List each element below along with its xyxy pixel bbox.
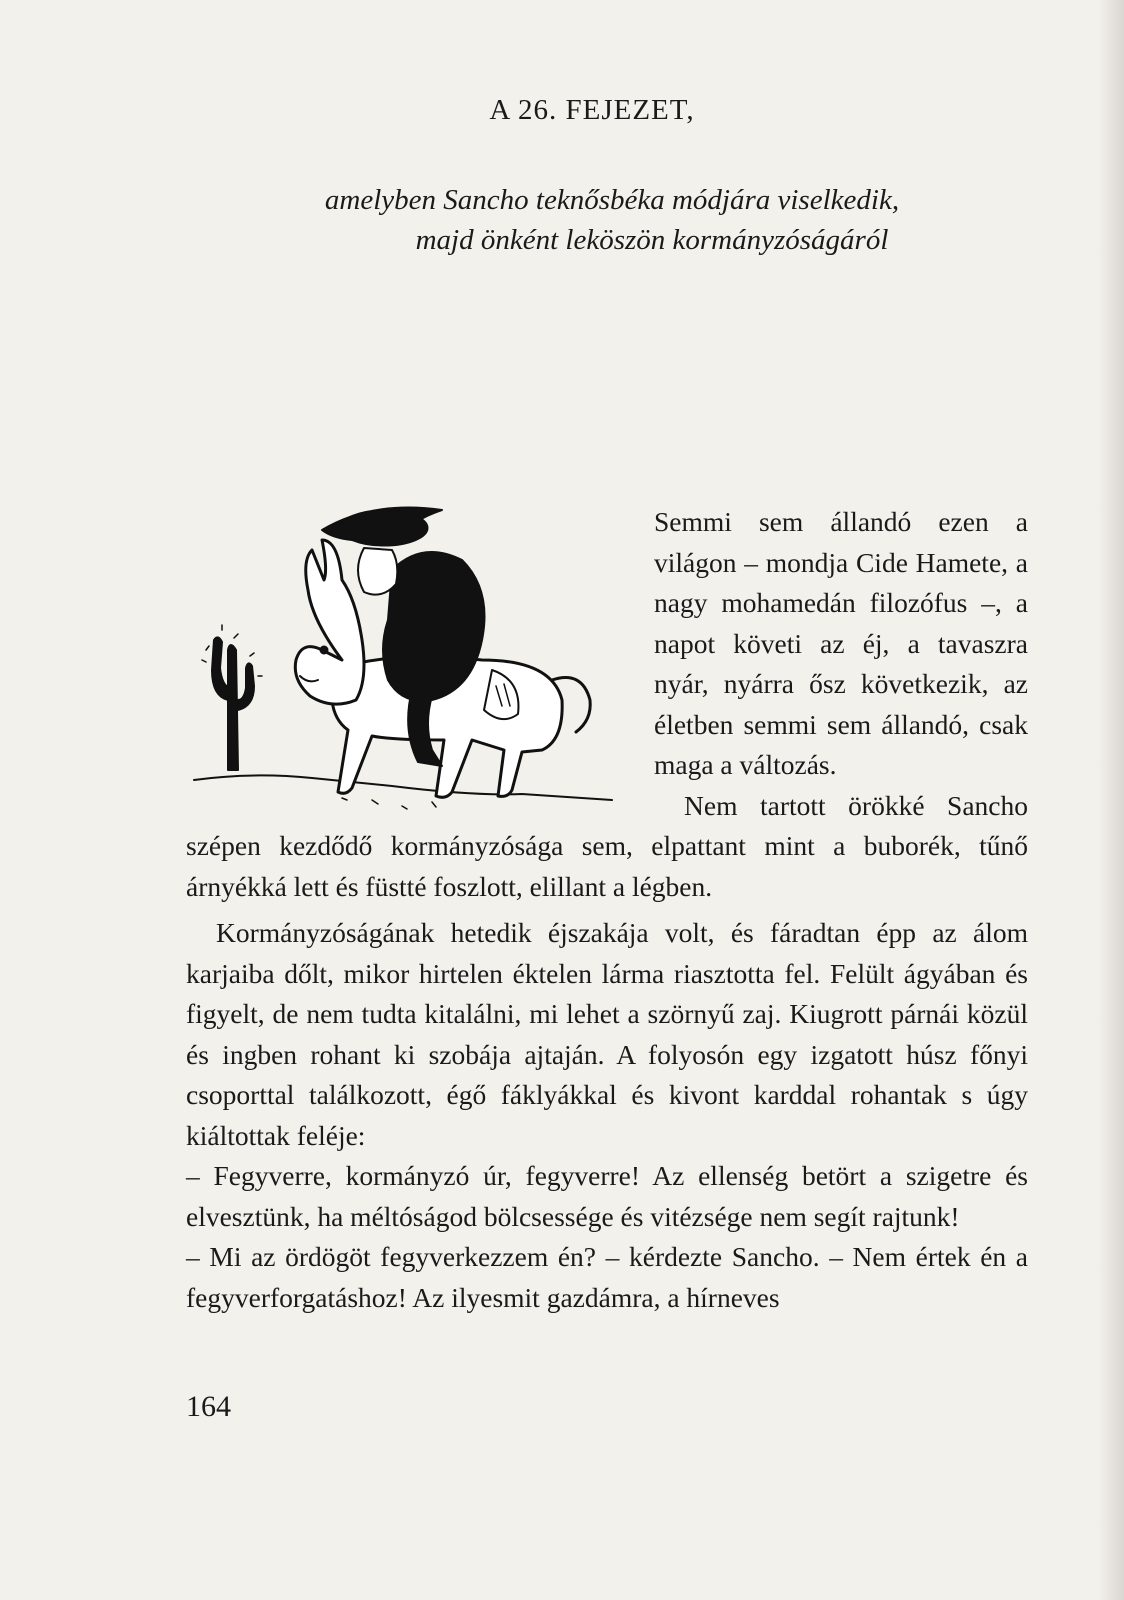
paragraph-4: – Fegyverre, kormányzó úr, fegyverre! Az ellenség betört a szigetre és elvesztünk, ha méltóságod bölcsessége és vitézsége nem segít rajtunk! [186, 1160, 1028, 1232]
paragraph-2: Nem tartott örökké Sancho szépen kezdődő kormányzósága sem, elpattant mint a buborék, tűnő árnyékká lett és füstté foszlott, elillant a légben. [186, 789, 1028, 902]
chapter-subtitle [0, 180, 1124, 260]
subtitle-line-2: majd önként leköszön kormányzóságáról [415, 224, 889, 256]
illustration-space [186, 502, 654, 826]
page-number: 164 [186, 1390, 231, 1423]
paragraph-5: – Mi az ördögöt fegyverkezzem én? – kérdezte Sancho. – Nem értek én a fegyverforgatáshoz! Az ilyesmit gazdámra, a hírneves [186, 1241, 1028, 1313]
chapter-title: A 26. FEJEZET, [489, 94, 695, 126]
paragraph-3: Kormányzóságának hetedik éjszakája volt, és fáradtan épp az álom karjaiba dőlt, mikor hirtelen éktelen lárma riasztotta fel. Felült ágyában és figyelt, de nem tudta kitalálni, mi lehet a szörnyű zaj. Kiugrott párnái közül és ingben rohant ki szobája ajtaján. A folyosón egy izgatott húsz főnyi csoporttal találkozott, égő fáklyákkal és kivont karddal rohantak s úgy kiáltottak feléje: [186, 917, 1028, 1151]
subtitle-line-1: amelyben Sancho teknősbéka módjára viselkedik, [324, 184, 900, 216]
body-text [186, 502, 1028, 1318]
paragraph-1: Semmi sem állandó ezen a világon – mondja Cide Hamete, a nagy mohamedán filozófus –, a napot követi az éj, a tavaszra nyár, nyárra ősz következik, az életben semmi sem állandó, csak maga a változás. [654, 506, 1028, 780]
